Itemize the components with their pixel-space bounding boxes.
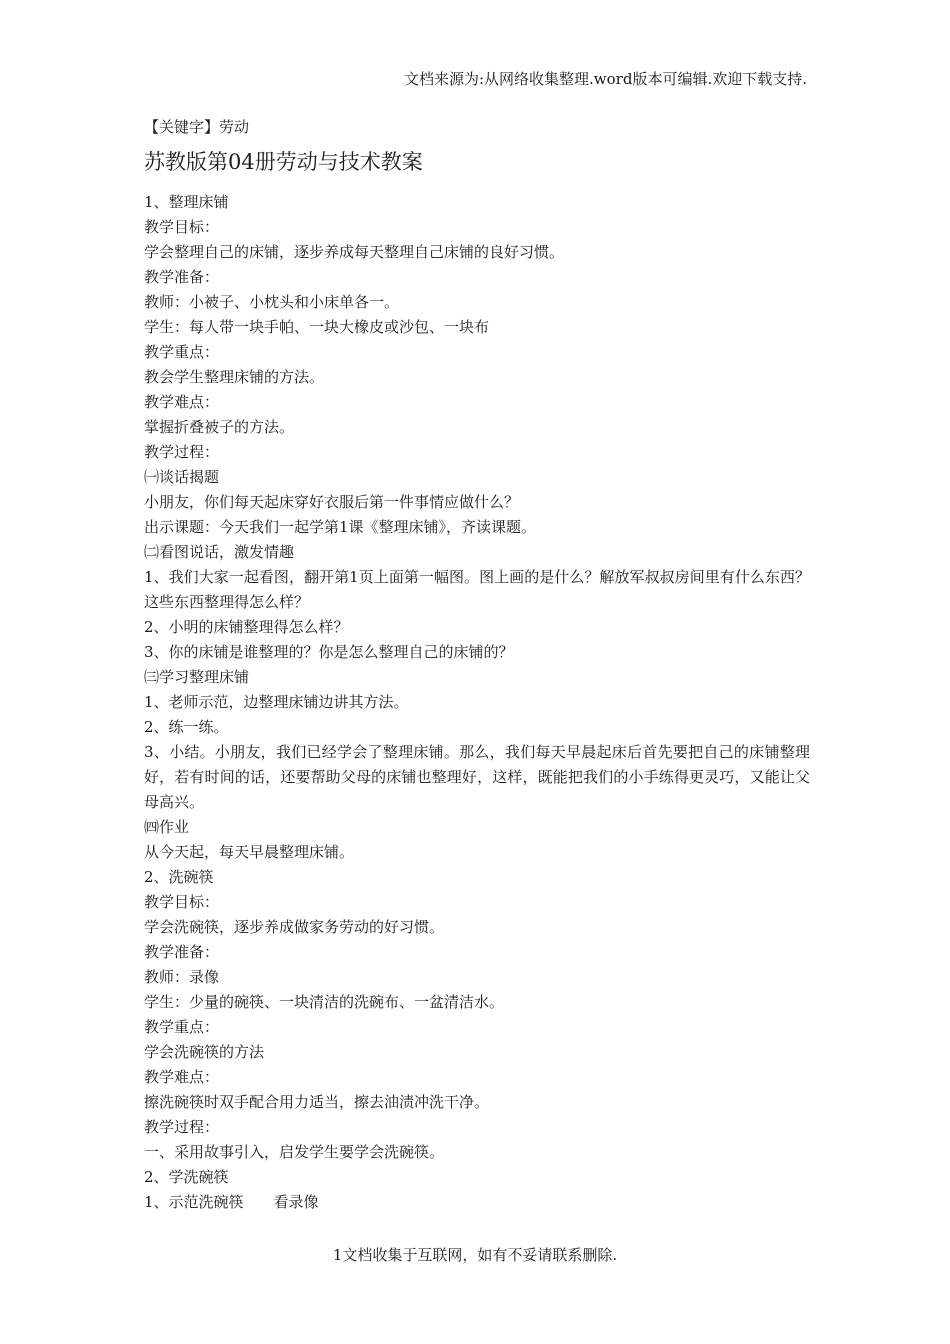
document-body: [144, 190, 810, 1215]
header-note: 文档来源为:从网络收集整理.word版本可编辑.欢迎下载支持.: [403, 70, 807, 88]
text-line: 教学准备：: [144, 943, 220, 961]
text-line: 2、练一练。: [144, 718, 229, 736]
text-line: 教学重点：: [144, 343, 220, 361]
text-line: 3、你的床铺是谁整理的？你是怎么整理自己的床铺的？: [144, 643, 514, 661]
text-line: 学生：少量的碗筷、一块清洁的洗碗布、一盆清洁水。: [144, 993, 505, 1011]
footer-note: 1文档收集于互联网，如有不妥请联系删除.: [332, 1246, 618, 1264]
paragraph: 1、我们大家一起看图，翻开第1页上面第一幅图。图上画的是什么？解放军叔叔房间里有什么东西？这些东西整理得怎么样？: [144, 568, 810, 611]
text-line: 教学重点：: [144, 1018, 220, 1036]
text-line: 教学难点：: [144, 1068, 220, 1086]
text-line: 2、洗碗筷: [144, 868, 214, 886]
text-line: 学会整理自己的床铺，逐步养成每天整理自己床铺的良好习惯。: [144, 243, 565, 261]
text-line: 教师：录像: [144, 968, 220, 986]
text-line: 一、采用故事引入，启发学生要学会洗碗筷。: [144, 1143, 445, 1161]
text-line: 教会学生整理床铺的方法。: [144, 368, 325, 386]
text-line: 教学目标：: [144, 218, 220, 236]
keyword-line: 【关键字】劳动: [144, 118, 250, 136]
text-line: 教学过程：: [144, 443, 220, 461]
text-line: 小朋友，你们每天起床穿好衣服后第一件事情应做什么？: [144, 493, 520, 511]
document-title: 苏教版第04册劳动与技术教案: [144, 150, 423, 174]
text-line: 2、小明的床铺整理得怎么样？: [144, 618, 349, 636]
section-heading: ㈢学习整理床铺: [144, 668, 250, 686]
text-line: 教学目标：: [144, 893, 220, 911]
text-line: 1、整理床铺: [144, 193, 229, 211]
text-line: 学生：每人带一块手帕、一块大橡皮或沙包、一块布: [144, 318, 490, 336]
text-line: 1、示范洗碗筷 看录像: [144, 1193, 319, 1211]
text-line: 掌握折叠被子的方法。: [144, 418, 295, 436]
section-heading: ㈣作业: [144, 818, 190, 836]
text-line: 擦洗碗筷时双手配合用力适当，擦去油渍冲洗干净。: [144, 1093, 490, 1111]
paragraph: 3、小结。小朋友，我们已经学会了整理床铺。那么，我们每天早晨起床后首先要把自己的床铺整理好，若有时间的话，还要帮助父母的床铺也整理好，这样，既能把我们的小手练得更灵巧，又能让父母高兴。: [144, 743, 810, 811]
text-line: 教师：小被子、小枕头和小床单各一。: [144, 293, 400, 311]
section-heading: ㈠谈话揭题: [144, 468, 220, 486]
text-line: 从今天起，每天早晨整理床铺。: [144, 843, 355, 861]
text-line: 教学准备：: [144, 268, 220, 286]
text-line: 教学过程：: [144, 1118, 220, 1136]
section-heading: ㈡看图说话，激发情趣: [144, 543, 295, 561]
text-line: 学会洗碗筷，逐步养成做家务劳动的好习惯。: [144, 918, 445, 936]
text-line: 学会洗碗筷的方法: [144, 1043, 265, 1061]
text-line: 2、学洗碗筷: [144, 1168, 229, 1186]
text-line: 1、老师示范，边整理床铺边讲其方法。: [144, 693, 409, 711]
text-line: 出示课题：今天我们一起学第1课《整理床铺》，齐读课题。: [144, 518, 537, 536]
text-line: 教学难点：: [144, 393, 220, 411]
